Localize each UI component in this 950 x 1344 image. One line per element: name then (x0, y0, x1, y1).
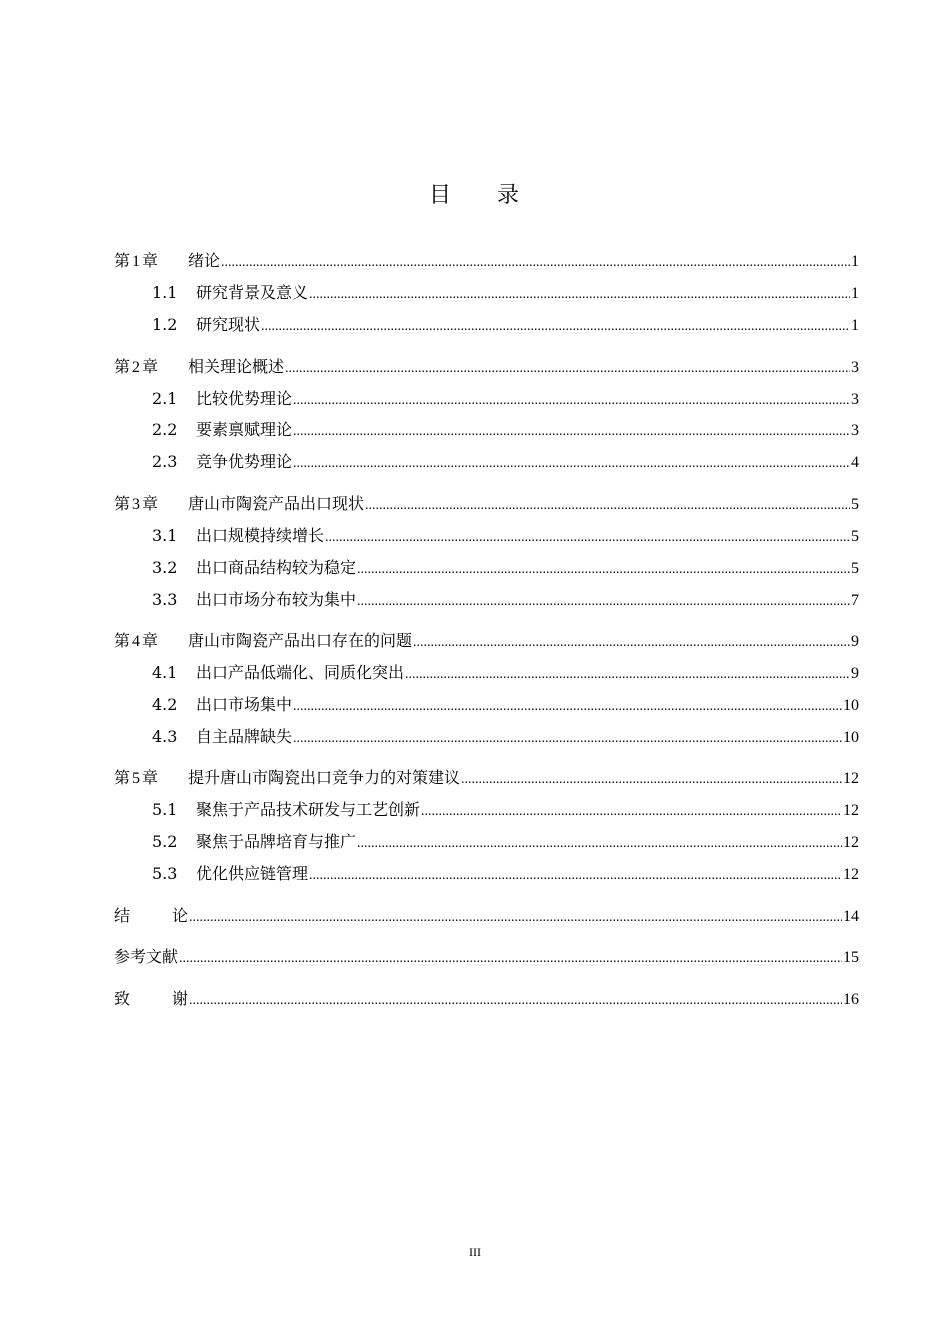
toc-section-entry (114, 280, 859, 303)
dot-leader (293, 456, 850, 472)
chapter-number: 第 2 章 (114, 357, 159, 376)
section-title: 出口市场分布较为集中 (196, 590, 357, 609)
toc-section-entry (114, 386, 859, 409)
dot-leader (285, 361, 850, 377)
chapter-title: 提升唐山市陶瓷出口竞争力的对策建议 (188, 768, 461, 787)
toc-section-entry (114, 724, 859, 747)
dot-leader (293, 424, 850, 440)
dot-leader (325, 530, 850, 546)
page-ref: 5 (851, 496, 859, 513)
page-ref: 3 (851, 359, 859, 376)
chapter-number: 第 3 章 (114, 494, 159, 513)
page-ref: 5 (851, 560, 859, 577)
toc-chapter-entry (114, 628, 859, 651)
dot-leader (189, 993, 842, 1009)
section-number: 4.1 (152, 663, 178, 682)
title-char-left: 目 (428, 183, 453, 208)
section-title: 要素禀赋理论 (196, 420, 293, 439)
chapter-title: 唐山市陶瓷产品出口现状 (188, 494, 365, 513)
chapter-number: 第 5 章 (114, 768, 159, 787)
dot-leader (179, 951, 842, 967)
dot-leader (293, 393, 850, 409)
section-title: 优化供应链管理 (196, 864, 309, 883)
backmatter-title: 参考文献 (114, 947, 179, 966)
page-ref: 10 (843, 697, 859, 714)
dot-leader (309, 287, 850, 303)
page-ref: 12 (843, 770, 859, 787)
page-ref: 10 (843, 729, 859, 746)
toc-section-entry (114, 555, 859, 578)
page-ref: 12 (843, 866, 859, 883)
toc-section-entry (114, 660, 859, 683)
section-title: 竞争优势理论 (196, 452, 293, 471)
toc-section-entry (114, 692, 859, 715)
toc-section-entry (114, 861, 859, 884)
section-title: 出口市场集中 (196, 695, 293, 714)
section-number: 5.1 (152, 800, 178, 819)
chapter-title: 绪论 (188, 251, 221, 270)
toc-section-entry (114, 417, 859, 440)
dot-leader (461, 772, 842, 788)
section-number: 5.2 (152, 832, 178, 851)
page-ref: 12 (843, 834, 859, 851)
page-ref: 7 (851, 592, 859, 609)
section-number: 3.1 (152, 526, 178, 545)
toc-chapter-entry (114, 765, 859, 788)
dot-leader (365, 498, 850, 514)
dot-leader (357, 836, 842, 852)
toc-section-entry (114, 797, 859, 820)
section-number: 3.2 (152, 558, 178, 577)
dot-leader (357, 562, 850, 578)
section-number: 4.2 (152, 695, 178, 714)
dot-leader (261, 319, 850, 335)
section-title: 出口规模持续增长 (196, 526, 325, 545)
section-number: 2.1 (152, 389, 178, 408)
page-title (0, 178, 950, 209)
toc-section-entry (114, 829, 859, 852)
dot-leader (421, 804, 842, 820)
page-ref: 14 (843, 908, 859, 925)
toc-section-entry (114, 312, 859, 335)
toc-chapter-entry (114, 248, 859, 271)
page-ref: 15 (843, 949, 859, 966)
dot-leader (221, 255, 850, 271)
chapter-title: 唐山市陶瓷产品出口存在的问题 (188, 631, 413, 650)
backmatter-char: 论 (172, 906, 189, 925)
section-title: 研究背景及意义 (196, 283, 309, 302)
toc-section-entry (114, 587, 859, 610)
backmatter-char: 结 (114, 906, 131, 925)
section-number: 5.3 (152, 864, 178, 883)
page-ref: 1 (851, 253, 859, 270)
dot-leader (189, 910, 842, 926)
dot-leader (309, 868, 842, 884)
toc-chapter-entry (114, 354, 859, 377)
title-char-right: 录 (497, 183, 522, 208)
section-number: 4.3 (152, 727, 178, 746)
chapter-number: 第 4 章 (114, 631, 159, 650)
section-number: 2.2 (152, 420, 178, 439)
page-ref: 9 (851, 665, 859, 682)
dot-leader (293, 731, 842, 747)
page-ref: 9 (851, 633, 859, 650)
toc-section-entry (114, 523, 859, 546)
page-ref: 12 (843, 802, 859, 819)
dot-leader (357, 594, 850, 610)
toc-backmatter-entry (114, 986, 859, 1009)
section-number: 2.3 (152, 452, 178, 471)
page-ref: 3 (851, 391, 859, 408)
page-ref: 1 (851, 317, 859, 334)
section-number: 1.2 (152, 315, 178, 334)
toc-section-entry (114, 449, 859, 472)
dot-leader (293, 699, 842, 715)
chapter-number: 第 1 章 (114, 251, 159, 270)
toc-backmatter-entry (114, 944, 859, 967)
section-title: 比较优势理论 (196, 389, 293, 408)
page-ref: 16 (843, 991, 859, 1008)
section-title: 出口产品低端化、同质化突出 (196, 663, 405, 682)
page-ref: 3 (851, 422, 859, 439)
section-title: 研究现状 (196, 315, 261, 334)
page-ref: 5 (851, 528, 859, 545)
dot-leader (413, 635, 850, 651)
section-number: 3.3 (152, 590, 178, 609)
chapter-title: 相关理论概述 (188, 357, 285, 376)
section-title: 自主品牌缺失 (196, 727, 293, 746)
toc-backmatter-entry (114, 903, 859, 926)
dot-leader (405, 667, 850, 683)
page-number: III (469, 1245, 481, 1259)
section-title: 聚焦于品牌培育与推广 (196, 832, 357, 851)
page-ref: 4 (851, 454, 859, 471)
section-title: 聚焦于产品技术研发与工艺创新 (196, 800, 421, 819)
backmatter-char: 谢 (172, 989, 189, 1008)
backmatter-char: 致 (114, 989, 131, 1008)
page-ref: 1 (851, 285, 859, 302)
section-number: 1.1 (152, 283, 178, 302)
section-title: 出口商品结构较为稳定 (196, 558, 357, 577)
toc-chapter-entry (114, 491, 859, 514)
